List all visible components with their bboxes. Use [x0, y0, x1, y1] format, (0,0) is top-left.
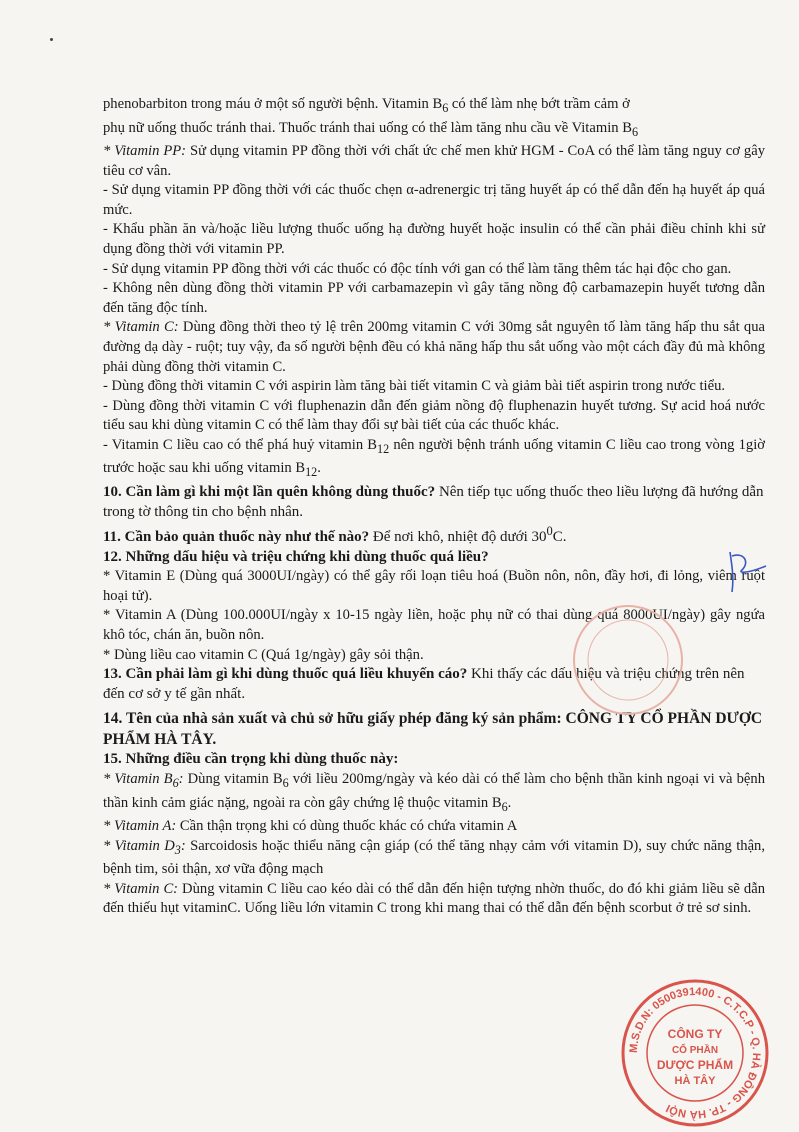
caution-vitamin-d3: * Vitamin $D_3$: Sarcoidosis hoặc thiểu năng cận giáp (có thể tăng nhạy cảm với vitamin D), suy chức năng thận, bệnh tim, sỏi thận, xơ vữa động mạch: [103, 837, 765, 878]
vitamin-pp-item: - Sử dụng vitamin PP đồng thời với các thuốc có độc tính với gan có thể làm tăng thêm tác hại độc cho gan.: [103, 260, 732, 277]
vitamin-c-paragraph: * Vitamin C: Dùng đồng thời theo tỷ lệ trên 200mg vitamin C với 30mg sắt nguyên tố làm tăng hấp thu sắt qua đường dạ dày - ruột; tuy vậy, đa số người bệnh đều có khả năng hấp thu sắt uống vào một cách đầy đủ mà không phải dùng đồng thời vitamin C.: [103, 319, 765, 375]
section-11: 11. Cần bảo quản thuốc này như thế nào? Để nơi khô, nhiệt độ dưới $30^0C$.: [103, 524, 567, 546]
stamp-ring-text: M.S.D.N: 0500391400 - C.T.C.P - Q. HÀ ĐÔNG - TP. HÀ NỘI: [627, 985, 763, 1121]
vitamin-pp-item: - Sử dụng vitamin PP đồng thời với các thuốc chẹn α-adrenergic trị tăng huyết áp có thể dẫn đến hạ huyết áp quá mức.: [103, 182, 765, 218]
caution-vitamin-c: * Vitamin C: Dùng vitamin C liều cao kéo dài có thể dẫn đến hiện tượng nhờn thuốc, do đó khi giảm liều sẽ dẫn đến thiếu hụt vitaminC. Uống liều lớn vitamin C trong khi mang thai có thể dẫn đến bệnh scorbut ở trẻ sơ sinh.: [103, 880, 765, 917]
vitamin-pp-item: - Không nên dùng đồng thời vitamin PP với carbamazepin vì gây tăng nồng độ carbamazepin huyết tương dẫn đến tăng độc tính.: [103, 280, 765, 316]
stamp-line-4: HÀ TÂY: [674, 1075, 716, 1087]
overdose-vitamin-c: * Dùng liều cao vitamin C (Quá 1g/ngày) gây sỏi thận.: [103, 646, 424, 663]
signature-mark: [722, 548, 782, 598]
text-line: phenobarbiton trong máu ở một số người bệnh. Vitamin $B_6$ có thể làm nhẹ bớt trầm cảm ở: [103, 96, 630, 115]
caution-vitamin-b6: * Vitamin $B_6$: Dùng vitamin $B_6$ với liều 200mg/ngày và kéo dài có thể làm cho bệnh thần kinh ngoại vi và bệnh thần kinh cảm giác nặng, ngoài ra còn gây chứng lệ thuộc vitamin $B_6$.: [103, 771, 765, 814]
document-body: [103, 95, 765, 919]
vitamin-c-item: - Vitamin C liều cao có thể phá huỷ vitamin $B_{12}$ nên người bệnh tránh uống vitamin C liều cao trong vòng 1giờ trước hoặc sau khi uống vitamin $B_{12}$.: [103, 436, 765, 480]
faint-stamp-imprint: [568, 600, 688, 720]
vitamin-pp-paragraph: * Vitamin PP: Sử dụng vitamin PP đồng thời với chất ức chế men khử HGM - CoA có thể làm tăng nguy cơ gây tiêu cơ vân.: [103, 143, 765, 179]
text-line: phụ nữ uống thuốc tránh thai. Thuốc tránh thai uống có thể làm tăng nhu cầu về Vitamin $B_6$: [103, 119, 639, 139]
stamp-line-1: CÔNG TY: [667, 1027, 723, 1041]
section-13: 13. Cần phải làm gì khi dùng thuốc quá liều khuyến cáo? Khi thấy các dấu hiệu và triệu chứng trên nên đến cơ sở y tế gần nhất.: [103, 666, 745, 702]
vitamin-c-item: - Dùng đồng thời vitamin C với fluphenazin dẫn đến giảm nồng độ fluphenazin huyết tương. Sự acid hoá nước tiểu sau khi dùng vitamin C có thể làm thay đổi sự bài tiết của các thuốc khác.: [103, 397, 765, 434]
section-12-heading: 12. Những dấu hiệu và triệu chứng khi dùng thuốc quá liều?: [103, 548, 489, 565]
section-10: 10. Cần làm gì khi một lần quên không dùng thuốc? Nên tiếp tục uống thuốc theo liều lượng đã hướng dẫn trong tờ thông tin cho bệnh nhân.: [103, 483, 764, 520]
vitamin-c-item: - Dùng đồng thời vitamin C với aspirin làm tăng bài tiết vitamin C và giảm bài tiết aspirin trong nước tiểu.: [103, 378, 726, 395]
overdose-vitamin-e: * Vitamin E (Dùng quá 3000UI/ngày) có thể gây rối loạn tiêu hoá (Buồn nôn, nôn, đầy hơi, đi lỏng, viêm ruột hoại tử).: [103, 568, 765, 604]
stamp-line-3: DƯỢC PHẨM: [656, 1058, 734, 1072]
caution-vitamin-a: * Vitamin A: Cần thận trọng khi có dùng thuốc khác có chứa vitamin A: [103, 818, 518, 835]
overdose-vitamin-a: * Vitamin A (Dùng 100.000UI/ngày x 10-15 ngày liền, hoặc phụ nữ có thai dùng quá 8000UI/ngày) gây ngứa khô tóc, chán ăn, buồn nôn.: [103, 607, 765, 644]
section-14: 14. Tên của nhà sản xuất và chủ sở hữu giấy phép đăng ký sản phẩm: CÔNG TY CỔ PHẦN DƯỢC PHẨM HÀ TÂY.: [103, 710, 763, 749]
company-stamp: [620, 978, 770, 1128]
vitamin-pp-item: - Khẩu phần ăn và/hoặc liều lượng thuốc uống hạ đường huyết hoặc insulin có thể cần phải điều chỉnh khi sử dụng đồng thời với vitamin PP.: [103, 221, 765, 257]
section-15-heading: 15. Những điều cần trọng khi dùng thuốc này:: [103, 751, 399, 768]
stamp-line-2: CỔ PHẦN: [671, 1045, 719, 1056]
scan-dot: [50, 38, 53, 41]
